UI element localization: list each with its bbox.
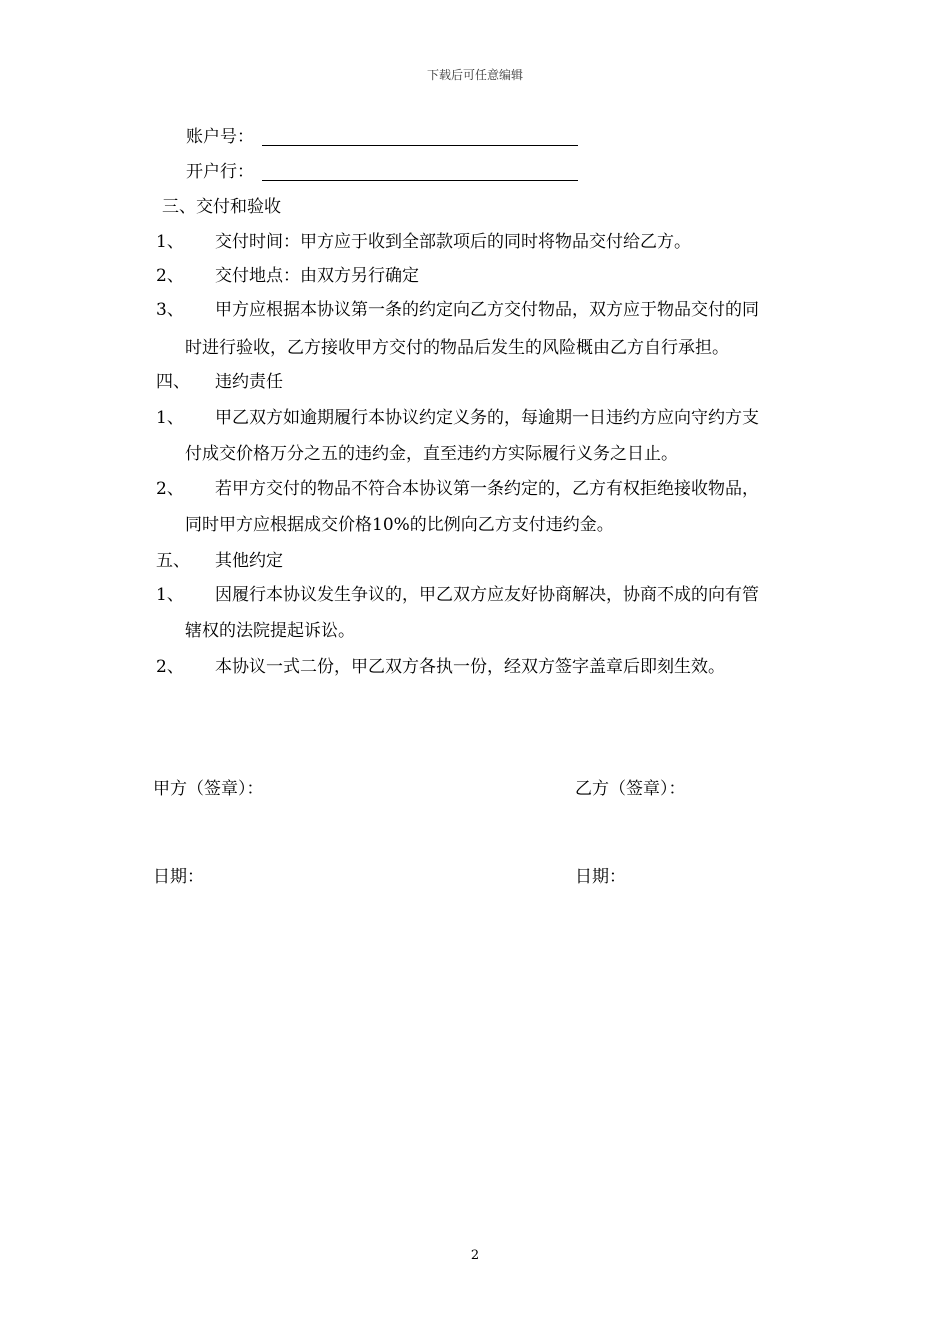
bank-label: 开户行： (186, 162, 254, 182)
section4-item1-line1: 甲乙双方如逾期履行本协议约定义务的，每逾期一日违约方应向守约方支 (215, 408, 759, 428)
section4-item2-line2: 同时甲方应根据成交价格10%的比例向乙方支付违约金。 (185, 515, 614, 535)
section4-item2-num: 2、 (156, 479, 184, 499)
bank-blank (262, 180, 578, 181)
section5-item2-num: 2、 (156, 657, 184, 677)
account-no-blank (262, 145, 578, 146)
section3-item2-text: 交付地点：由双方另行确定 (215, 266, 419, 286)
section3-item1-num: 1、 (156, 232, 184, 252)
party-b-signature-label: 乙方（签章）： (575, 779, 686, 799)
section5-num: 五、 (156, 551, 190, 571)
page-number: 2 (470, 1248, 480, 1263)
section3-item1-text: 交付时间：甲方应于收到全部款项后的同时将物品交付给乙方。 (215, 232, 691, 252)
party-b-date-label: 日期： (575, 867, 626, 887)
section3-item2-num: 2、 (156, 266, 184, 286)
section3-heading: 三、交付和验收 (162, 197, 281, 217)
account-no-label: 账户号： (186, 127, 254, 147)
section4-num: 四、 (156, 372, 190, 392)
section3-item3-line2: 时进行验收，乙方接收甲方交付的物品后发生的风险概由乙方自行承担。 (185, 338, 729, 358)
section5-item1-line1: 因履行本协议发生争议的，甲乙双方应友好协商解决，协商不成的向有管 (215, 585, 759, 605)
section5-item2-text: 本协议一式二份，甲乙双方各执一份，经双方签字盖章后即刻生效。 (215, 657, 725, 677)
section4-item1-line2: 付成交价格万分之五的违约金，直至违约方实际履行义务之日止。 (185, 444, 678, 464)
page-header: 下载后可任意编辑 (426, 68, 523, 82)
party-a-signature-label: 甲方（签章）： (153, 779, 264, 799)
section5-item1-line2: 辖权的法院提起诉讼。 (185, 621, 355, 641)
section5-heading: 其他约定 (215, 551, 283, 571)
section3-item3-num: 3、 (156, 300, 184, 320)
section3-item3-line1: 甲方应根据本协议第一条的约定向乙方交付物品，双方应于物品交付的同 (215, 300, 759, 320)
section5-item1-num: 1、 (156, 585, 184, 605)
section4-item1-num: 1、 (156, 408, 184, 428)
party-a-date-label: 日期： (153, 867, 204, 887)
section4-heading: 违约责任 (215, 372, 283, 392)
section4-item2-line1: 若甲方交付的物品不符合本协议第一条约定的，乙方有权拒绝接收物品， (215, 479, 759, 499)
